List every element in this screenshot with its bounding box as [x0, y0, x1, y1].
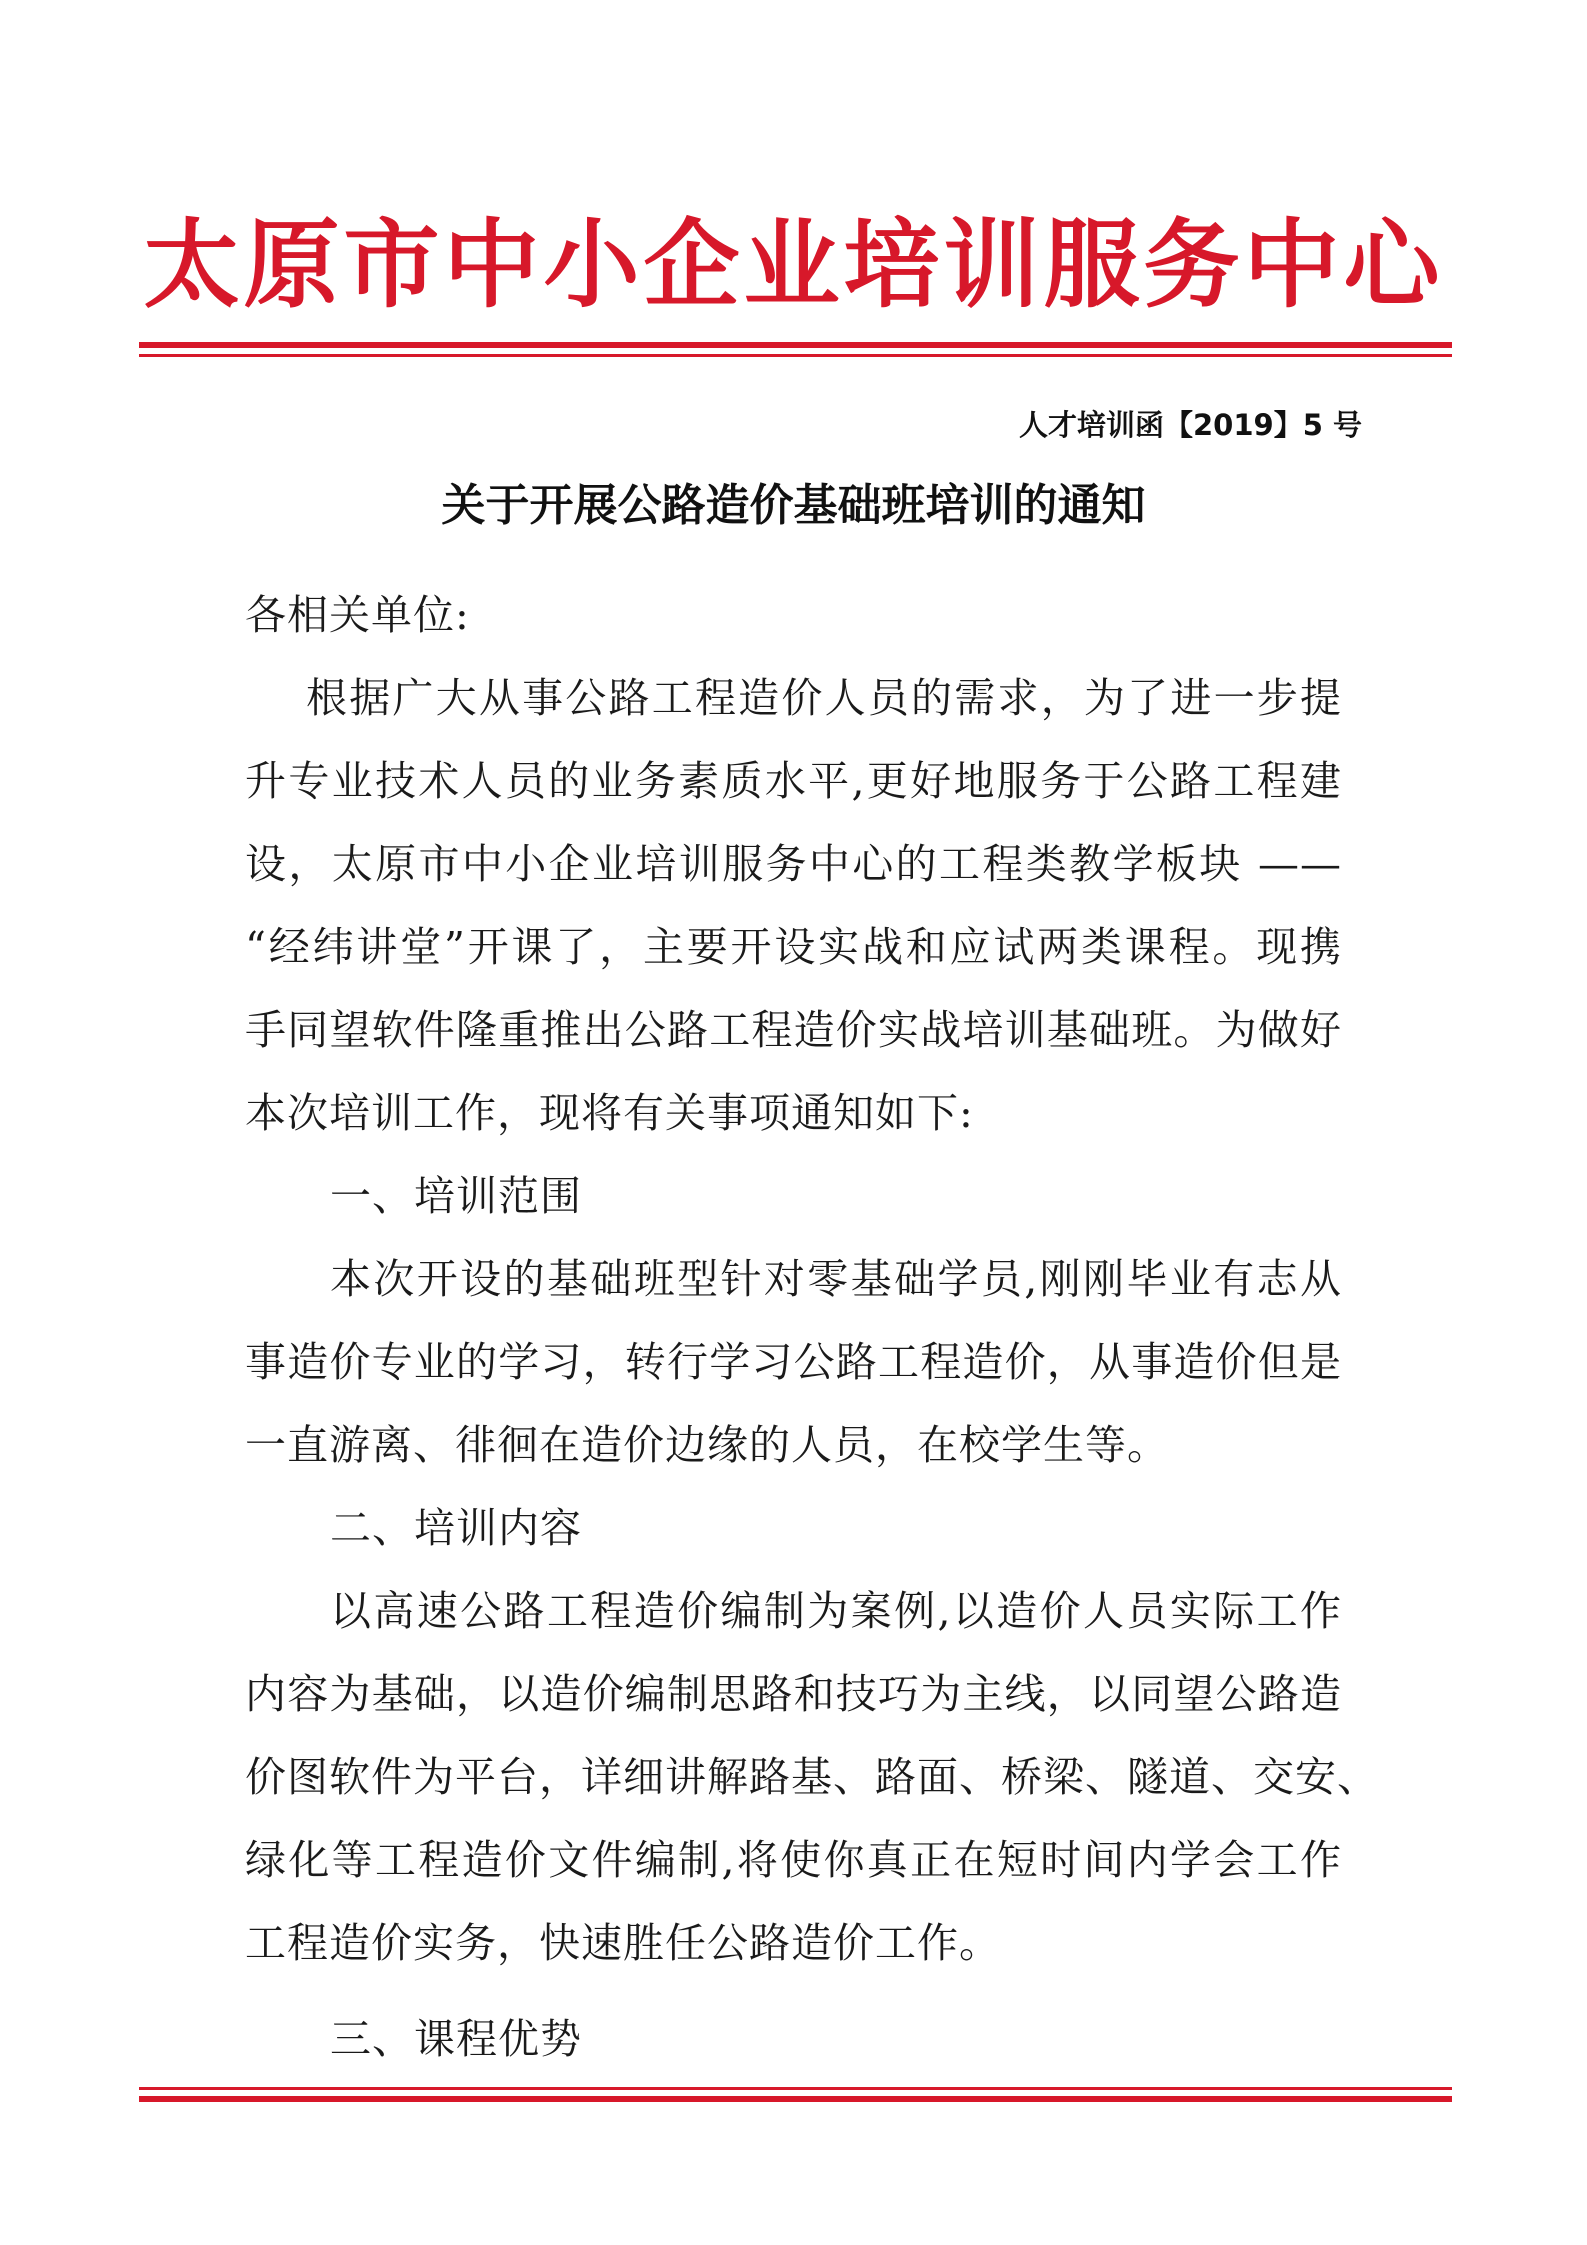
intro-line: 根据广大从事公路工程造价人员的需求，为了进一步提 [306, 674, 1342, 722]
intro-line: “经纬讲堂”开课了，主要开设实战和应试两类课程。现携 [245, 923, 1342, 971]
scope-line: 本次开设的基础班型针对零基础学员,刚刚毕业有志从 [330, 1255, 1342, 1303]
intro-line: 本次培训工作，现将有关事项通知如下: [245, 1089, 974, 1137]
letterhead-rule-thick [139, 342, 1452, 348]
organization-letterhead: 太原市中小企业培训服务中心 [143, 209, 1444, 321]
content-line: 工程造价实务，快速胜任公路造价工作。 [245, 1919, 1001, 1967]
notice-title: 关于开展公路造价基础班培训的通知 [441, 480, 1146, 531]
salutation: 各相关单位: [245, 591, 470, 639]
document-number: 人才培训函【2019】5 号 [1019, 408, 1362, 442]
footer-rule-thick [139, 2096, 1452, 2102]
footer-rule-thin [139, 2087, 1452, 2090]
section-heading-content: 二、培训内容 [330, 1504, 582, 1552]
section-heading-scope: 一、培训范围 [330, 1172, 582, 1220]
intro-line: 手同望软件隆重推出公路工程造价实战培训基础班。为做好 [245, 1006, 1342, 1054]
letterhead-rule-thin [139, 354, 1452, 357]
scope-line: 一直游离、徘徊在造价边缘的人员，在校学生等。 [245, 1421, 1169, 1469]
content-line: 以高速公路工程造价编制为案例,以造价人员实际工作 [330, 1587, 1342, 1635]
content-line: 绿化等工程造价文件编制,将使你真正在短时间内学会工作 [245, 1836, 1342, 1884]
section-heading-advantages: 三、课程优势 [330, 2015, 582, 2063]
content-line: 价图软件为平台，详细讲解路基、路面、桥梁、隧道、交安、 [245, 1753, 1379, 1801]
intro-line: 升专业技术人员的业务素质水平,更好地服务于公路工程建 [245, 757, 1342, 805]
content-line: 内容为基础，以造价编制思路和技巧为主线，以同望公路造 [245, 1670, 1342, 1718]
intro-line: 设，太原市中小企业培训服务中心的工程类教学板块 —— [245, 840, 1342, 888]
scope-line: 事造价专业的学习，转行学习公路工程造价，从事造价但是 [245, 1338, 1342, 1386]
